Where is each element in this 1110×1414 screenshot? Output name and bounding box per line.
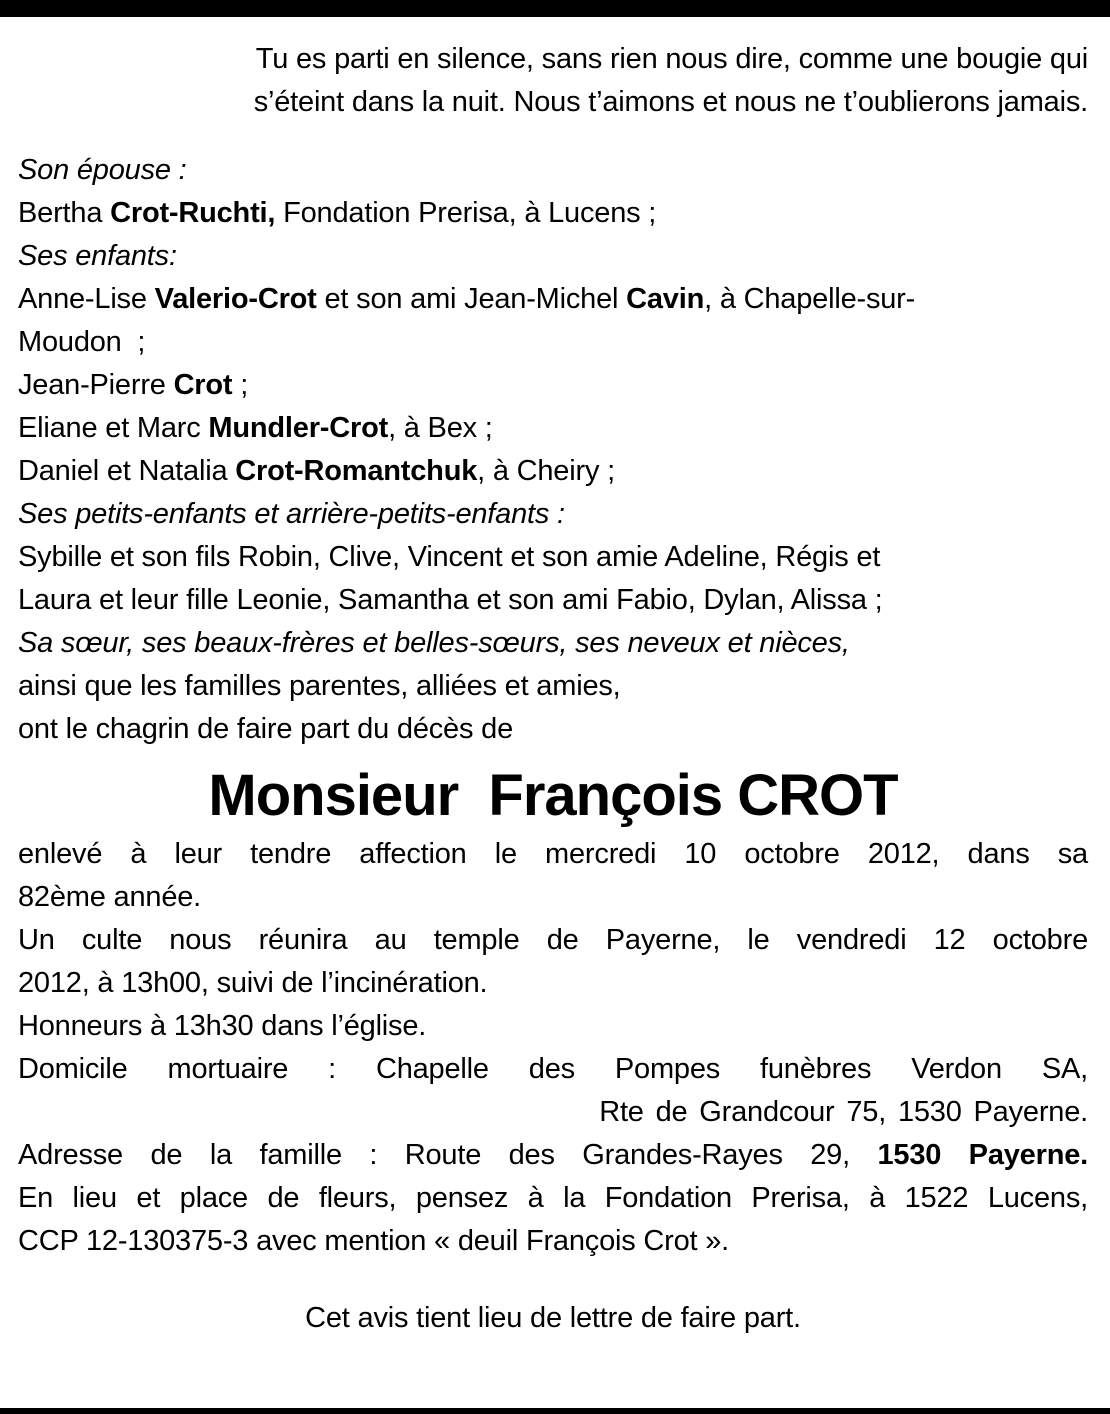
top-border bbox=[0, 0, 1110, 17]
text: , à Chapelle-sur- bbox=[704, 283, 916, 315]
text: Eliane et Marc bbox=[18, 412, 209, 444]
surname: Mundler-Crot bbox=[208, 412, 389, 444]
text: , à Cheiry ; bbox=[477, 455, 615, 487]
siblings-heading: Sa sœur, ses beaux-frères et belles-sœurs, ses neveux et nièces, bbox=[18, 627, 850, 659]
honours-line: Honneurs à 13h30 dans l’église. bbox=[18, 1010, 427, 1042]
grandchildren-heading: Ses petits-enfants et arrière-petits-enfants : bbox=[18, 498, 565, 530]
text: Anne-Lise bbox=[18, 283, 155, 315]
epigraph-line: s’éteint dans la nuit. Nous t’aimons et nous ne t’oublierons jamais. bbox=[253, 86, 1088, 118]
service-line: 2012, à 13h00, suivi de l’incinération. bbox=[18, 967, 488, 999]
text: Fondation Prerisa, à Lucens ; bbox=[275, 197, 657, 229]
deceased-name: Monsieur François CROT bbox=[208, 763, 898, 828]
surname: Crot-Ruchti, bbox=[110, 197, 276, 229]
announcement-line: ont le chagrin de faire part du décès de bbox=[18, 713, 513, 745]
child-line bbox=[18, 364, 1088, 407]
children-heading: Ses enfants: bbox=[18, 240, 177, 272]
text: ; bbox=[232, 369, 249, 401]
spacer bbox=[18, 124, 1088, 149]
child-line bbox=[18, 278, 1088, 321]
grandchildren-line: Sybille et son fils Robin, Clive, Vincent et son amie Adeline, Régis et bbox=[18, 541, 881, 573]
text: , à Bex ; bbox=[388, 412, 493, 444]
death-line: enlevé à leur tendre affection le mercredi 10 octobre 2012, dans sa bbox=[18, 838, 1088, 870]
bottom-border bbox=[0, 1408, 1110, 1414]
text: Jean-Pierre bbox=[18, 369, 174, 401]
death-line: 82ème année. bbox=[18, 881, 202, 913]
domicile-line: Domicile mortuaire : Chapelle des Pompes funèbres Verdon SA, bbox=[18, 1053, 1088, 1085]
surname: Crot-Romantchuk bbox=[235, 455, 478, 487]
postcode-city: 1530 Payerne. bbox=[877, 1139, 1088, 1171]
flowers-line: CCP 12-130375-3 avec mention « deuil François Crot ». bbox=[18, 1225, 730, 1257]
text: Daniel et Natalia bbox=[18, 455, 236, 487]
surname: Valerio-Crot bbox=[154, 283, 317, 315]
text: et son ami Jean-Michel bbox=[316, 283, 627, 315]
relatives-line: ainsi que les familles parentes, alliées et amies, bbox=[18, 670, 621, 702]
flowers-line: En lieu et place de fleurs, pensez à la Fondation Prerisa, à 1522 Lucens, bbox=[18, 1182, 1088, 1214]
domicile-line: Rte de Grandcour 75, 1530 Payerne. bbox=[599, 1096, 1088, 1128]
spouse-heading: Son épouse : bbox=[18, 154, 187, 186]
child-line bbox=[18, 450, 1088, 493]
child-line-cont: Moudon ; bbox=[18, 326, 146, 358]
grandchildren-line: Laura et leur fille Leonie, Samantha et son ami Fabio, Dylan, Alissa ; bbox=[18, 584, 883, 616]
surname: Crot bbox=[173, 369, 233, 401]
epigraph-line: Tu es parti en silence, sans rien nous dire, comme une bougie qui bbox=[255, 43, 1088, 75]
obituary-notice bbox=[18, 38, 1088, 1340]
surname: Cavin bbox=[626, 283, 705, 315]
child-line bbox=[18, 407, 1088, 450]
spouse-line bbox=[18, 192, 1088, 235]
family-address-line bbox=[18, 1134, 1088, 1177]
text: Bertha bbox=[18, 197, 111, 229]
spacer bbox=[18, 1263, 1088, 1297]
text: Adresse de la famille : Route des Grandes-Rayes 29, bbox=[18, 1139, 878, 1171]
footer-note: Cet avis tient lieu de lettre de faire part. bbox=[305, 1302, 801, 1334]
service-line: Un culte nous réunira au temple de Payerne, le vendredi 12 octobre bbox=[18, 924, 1088, 956]
